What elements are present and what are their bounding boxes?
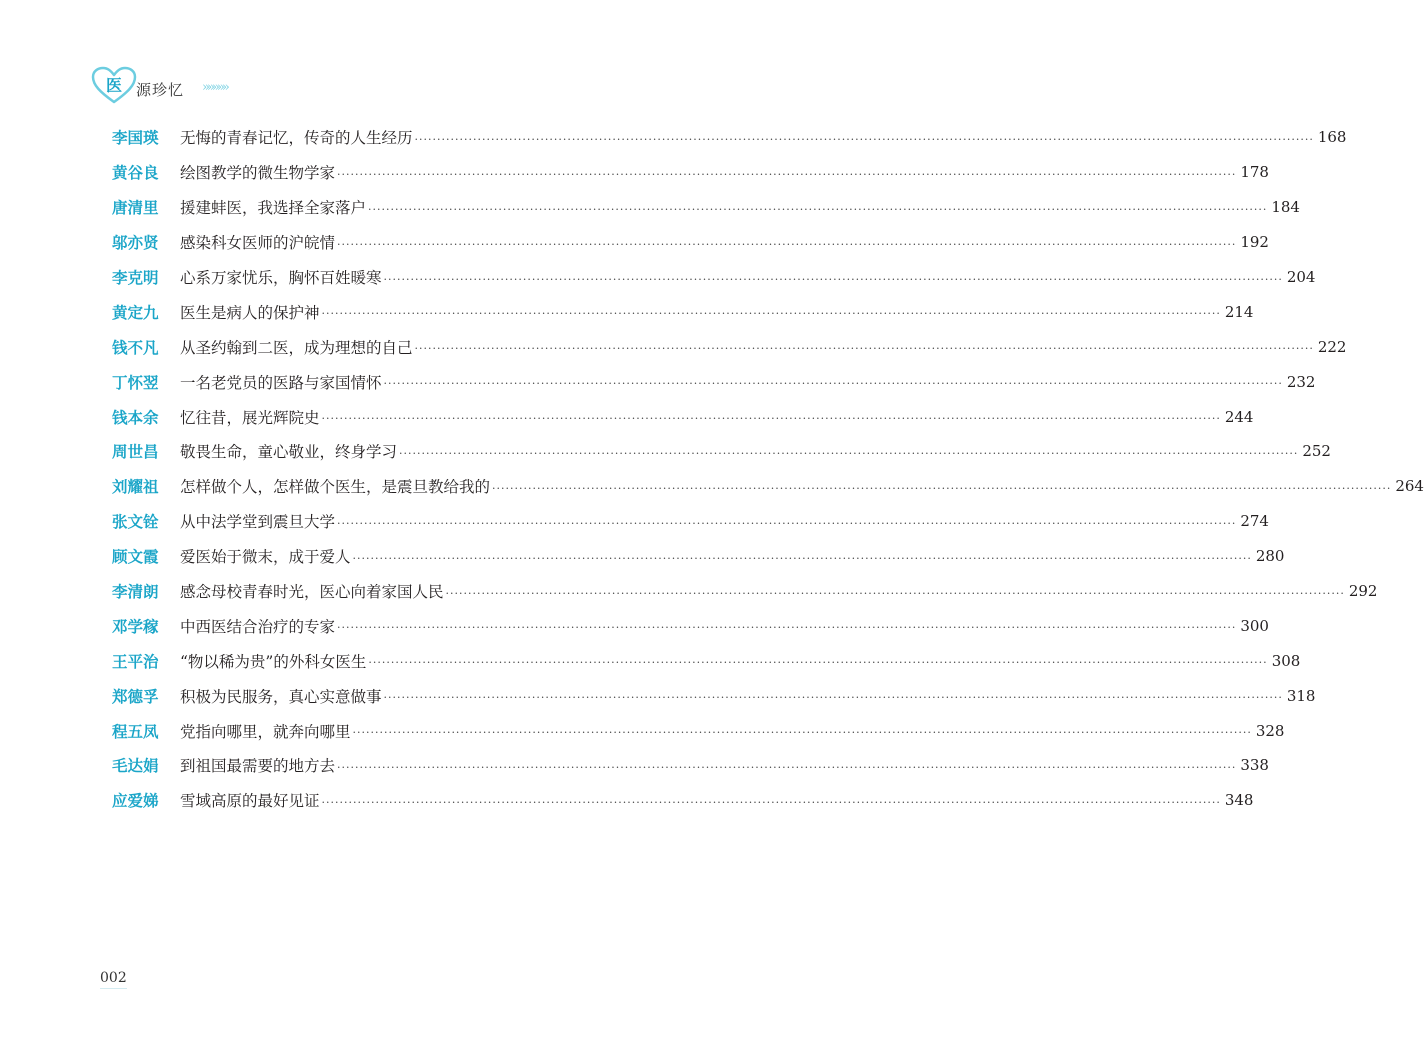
toc-entry[interactable] (112, 574, 1378, 609)
toc-title: “物以稀为贵”的外科女医生 (180, 652, 367, 671)
header-title: 源珍忆 (136, 81, 185, 99)
toc-page: 252 (1302, 442, 1331, 461)
toc-entry[interactable] (112, 364, 1316, 399)
toc-entry[interactable] (112, 643, 1301, 678)
leader-dots: ········································································································································································································ (383, 272, 1283, 286)
toc-title: 从圣约翰到二医，成为理想的自己 (180, 338, 413, 357)
heart-logo-icon (90, 66, 138, 106)
toc-page: 178 (1240, 163, 1269, 182)
leader-dots: ········································································································································································································ (337, 621, 1237, 635)
toc-author: 李国瑛 (112, 129, 159, 148)
leader-dots: ········································································································································································································ (321, 795, 1221, 809)
leader-dots: ········································································································································································································ (383, 691, 1283, 705)
toc-author: 李克明 (112, 269, 159, 287)
toc-title: 从中法学堂到震旦大学 (180, 513, 336, 532)
toc-page: 328 (1255, 721, 1285, 740)
toc-title: 心系万家忧乐，胸怀百姓暖寒 (180, 269, 382, 287)
toc-title: 绘图教学的微生物学家 (180, 164, 336, 183)
toc-author: 顾文霞 (112, 548, 159, 567)
toc-title: 感念母校青春时光，医心向着家国人民 (180, 583, 444, 602)
toc-author: 王平治 (112, 652, 159, 671)
toc-page: 348 (1224, 791, 1254, 810)
toc-page: 244 (1224, 407, 1254, 426)
toc-author: 刘耀祖 (112, 478, 159, 497)
table-of-contents (112, 120, 1424, 818)
leader-dots: ········································································································································································································ (368, 656, 1268, 670)
toc-page: 300 (1240, 616, 1269, 635)
leader-dots: ········································································································································································································ (414, 132, 1314, 146)
logo-glyph: 医 (105, 76, 123, 95)
toc-author: 李清朗 (112, 583, 159, 602)
toc-page: 168 (1317, 128, 1347, 147)
toc-title: 到祖国最需要的地方去 (180, 757, 336, 776)
toc-entry[interactable] (112, 748, 1269, 783)
toc-page: 214 (1224, 302, 1254, 321)
page-number: 002 (100, 970, 127, 989)
leader-dots: ········································································································································································································ (337, 760, 1237, 774)
toc-entry[interactable] (112, 225, 1269, 260)
toc-entry[interactable] (112, 329, 1347, 364)
toc-entry[interactable] (112, 713, 1285, 748)
toc-author: 钱不凡 (112, 338, 159, 357)
toc-author: 张文铨 (112, 513, 159, 532)
leader-dots: ········································································································································································································ (352, 551, 1252, 565)
toc-entry[interactable] (112, 260, 1316, 295)
leader-dots: ········································································································································································································ (352, 726, 1252, 740)
toc-author: 应爱娣 (112, 792, 159, 811)
leader-dots: ········································································································································································································ (492, 481, 1392, 495)
toc-page: 318 (1286, 686, 1316, 705)
leader-dots: ········································································································································································································ (383, 377, 1283, 391)
toc-author: 毛达娟 (112, 757, 159, 776)
toc-title: 积极为民服务，真心实意做事 (180, 687, 382, 706)
toc-title: 雪域高原的最好见证 (180, 792, 320, 811)
toc-page: 338 (1240, 756, 1269, 775)
leader-dots: ········································································································································································································ (399, 446, 1299, 460)
toc-page: 184 (1271, 198, 1300, 217)
leader-dots: ········································································································································································································ (368, 202, 1268, 216)
toc-author: 黄谷良 (112, 164, 159, 183)
toc-entry[interactable] (112, 399, 1254, 434)
toc-author: 郑德孚 (112, 687, 159, 706)
toc-entry[interactable] (112, 539, 1285, 574)
leader-dots: ········································································································································································································ (321, 307, 1221, 321)
toc-entry[interactable] (112, 190, 1300, 225)
leader-dots: ········································································································································································································ (337, 237, 1237, 251)
toc-author: 周世昌 (112, 443, 159, 462)
toc-entry[interactable] (112, 504, 1269, 539)
toc-author: 邬亦贤 (112, 234, 159, 253)
toc-page: 308 (1271, 651, 1301, 670)
toc-entry[interactable] (112, 434, 1331, 469)
toc-author: 唐清里 (112, 199, 159, 218)
toc-entry[interactable] (112, 294, 1254, 329)
toc-author: 丁怀翌 (112, 373, 159, 392)
toc-title: 爱医始于微末，成于爱人 (180, 548, 351, 567)
toc-title: 中西医结合治疗的专家 (180, 617, 336, 636)
toc-entry[interactable] (112, 469, 1424, 504)
toc-title: 党指向哪里，就奔向哪里 (180, 722, 351, 741)
toc-entry[interactable] (112, 155, 1269, 190)
toc-title: 一名老党员的医路与家国情怀 (180, 373, 382, 392)
toc-author: 钱本余 (112, 408, 159, 427)
toc-page: 292 (1348, 582, 1378, 601)
toc-author: 程五凤 (112, 722, 159, 741)
toc-entry[interactable] (112, 678, 1316, 713)
toc-title: 医生是病人的保护神 (180, 303, 320, 322)
toc-entry[interactable] (112, 783, 1254, 818)
toc-page: 232 (1286, 372, 1316, 391)
toc-page: 264 (1395, 477, 1424, 496)
leader-dots: ········································································································································································································ (445, 586, 1345, 600)
chevrons-icon: »»»»» (202, 80, 227, 95)
toc-page: 280 (1255, 547, 1285, 566)
toc-page: 274 (1240, 512, 1269, 531)
toc-page: 204 (1286, 268, 1316, 286)
toc-title: 敬畏生命，童心敬业，终身学习 (180, 443, 398, 462)
running-header (90, 66, 290, 106)
toc-page: 192 (1240, 233, 1269, 252)
toc-author: 邓学稼 (112, 617, 159, 636)
leader-dots: ········································································································································································································ (337, 516, 1237, 530)
toc-entry[interactable] (112, 608, 1269, 643)
toc-title: 援建蚌医，我选择全家落户 (180, 199, 367, 218)
toc-title: 感染科女医师的沪皖情 (180, 234, 336, 253)
leader-dots: ········································································································································································································ (337, 167, 1237, 181)
toc-title: 怎样做个人，怎样做个医生，是震旦教给我的 (180, 478, 491, 497)
leader-dots: ········································································································································································································ (321, 412, 1221, 426)
toc-entry[interactable] (112, 120, 1347, 155)
toc-page: 222 (1317, 337, 1347, 356)
toc-title: 忆往昔，展光辉院史 (180, 408, 320, 427)
leader-dots: ········································································································································································································ (414, 342, 1314, 356)
toc-title: 无悔的青春记忆，传奇的人生经历 (180, 129, 413, 148)
toc-author: 黄定九 (112, 303, 159, 322)
